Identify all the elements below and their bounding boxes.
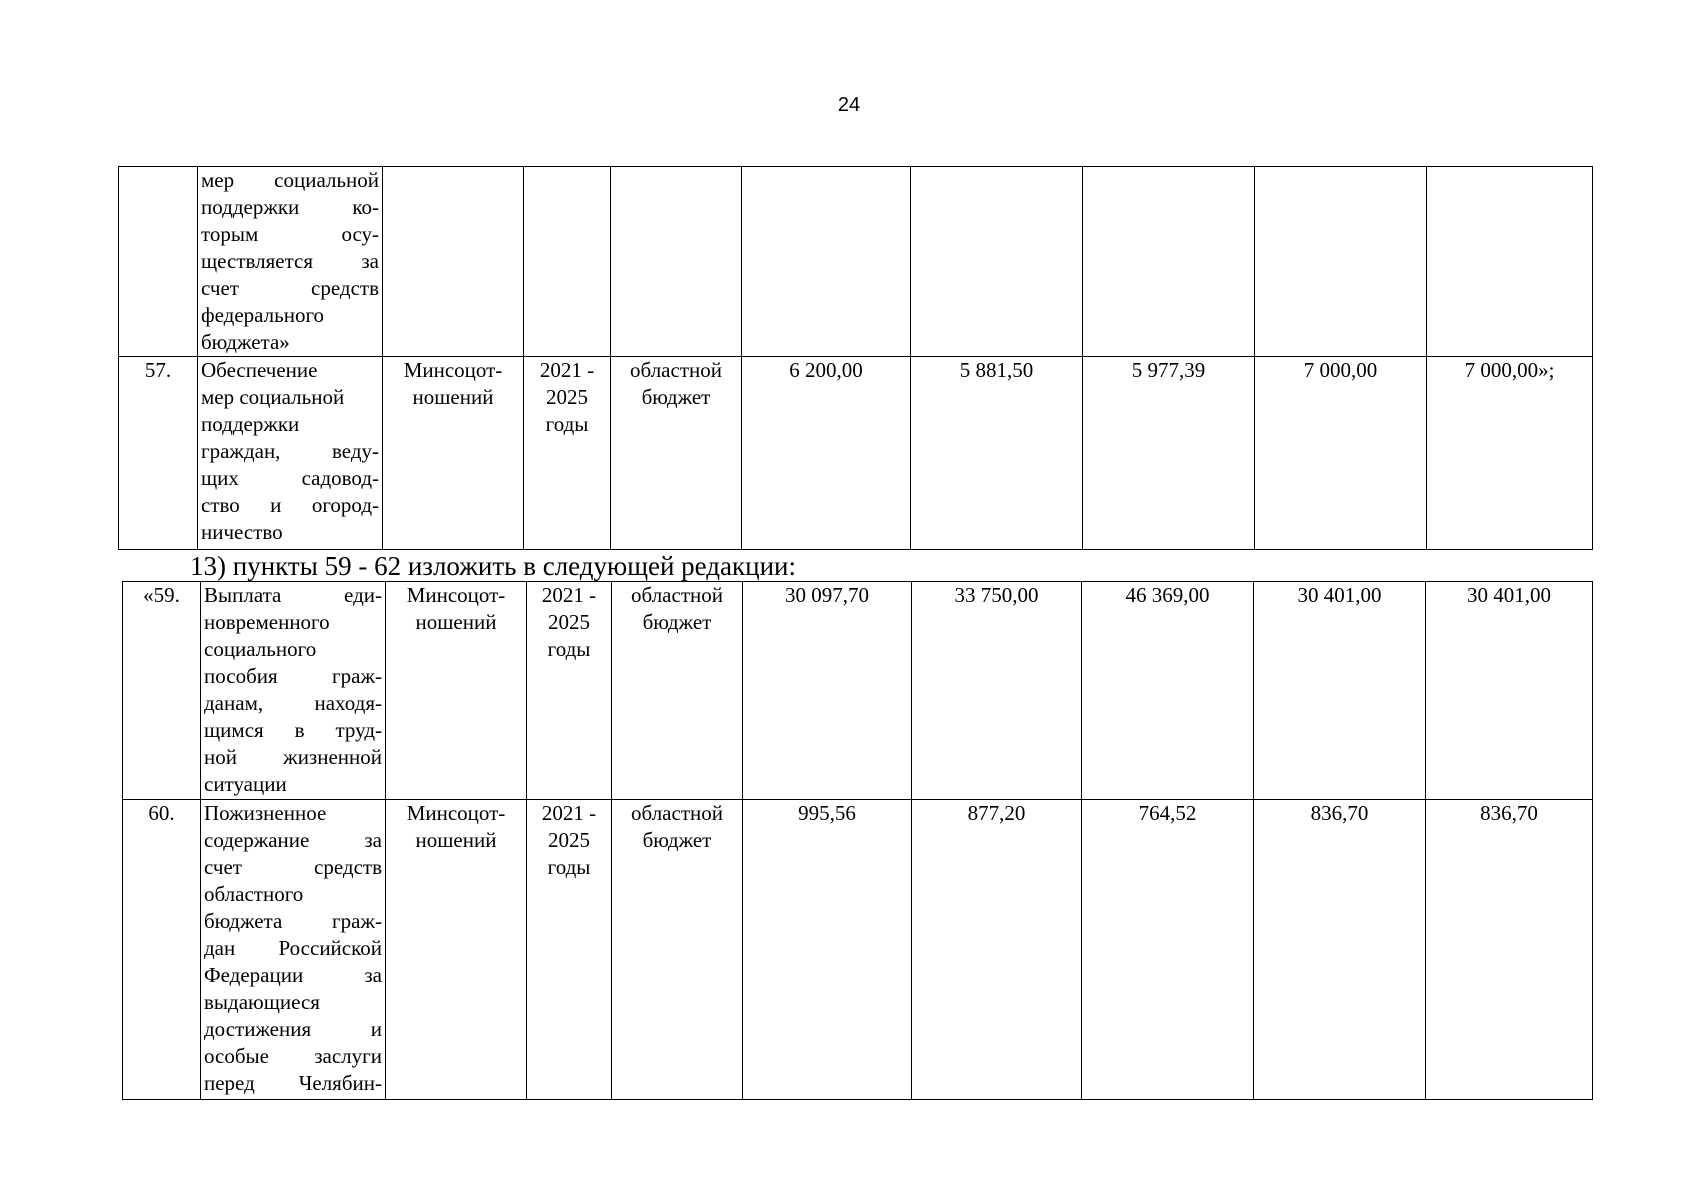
source-line: бюджет xyxy=(642,828,712,852)
value-cell: 46 369,00 xyxy=(1082,582,1254,800)
source-cell xyxy=(612,582,743,800)
value-cell: 7 000,00 xyxy=(1255,357,1427,550)
value-cell xyxy=(742,167,911,357)
value-cell xyxy=(911,167,1083,357)
period-line: 2021 - xyxy=(539,358,595,382)
measure-name-cell xyxy=(201,800,386,1100)
name-line: счет средств xyxy=(204,855,382,879)
value-cell: 30 401,00 xyxy=(1254,582,1426,800)
source-cell xyxy=(612,800,743,1100)
source-line: областной xyxy=(630,358,722,382)
name-line: счет средств xyxy=(201,276,379,300)
value-cell: 764,52 xyxy=(1082,800,1254,1100)
period-cell xyxy=(524,167,611,357)
source-cell xyxy=(611,167,742,357)
name-line: данам, находя- xyxy=(204,691,382,715)
name-line: бюджета граж- xyxy=(204,909,382,933)
name-line: Выплата еди- xyxy=(204,583,382,607)
value-cell: 6 200,00 xyxy=(742,357,911,550)
name-line: пособия граж- xyxy=(204,664,382,688)
value-cell xyxy=(1255,167,1427,357)
value-cell: 5 977,39 xyxy=(1083,357,1255,550)
responsible-cell xyxy=(386,582,527,800)
source-line: областной xyxy=(631,583,723,607)
name-line: ществляется за xyxy=(201,249,379,273)
table-row-60 xyxy=(123,800,1593,1100)
period-cell xyxy=(524,357,611,550)
program-table-continued xyxy=(118,166,1593,550)
name-line: Федерации за xyxy=(204,963,382,987)
source-line: бюджет xyxy=(642,610,712,634)
period-line: 2025 xyxy=(548,610,590,634)
value-cell: 5 881,50 xyxy=(911,357,1083,550)
row-number-cell: «59. xyxy=(123,582,201,800)
name-line: ство и огород- xyxy=(201,493,379,517)
row-number-cell: 60. xyxy=(123,800,201,1100)
responsible-cell xyxy=(383,167,524,357)
value-cell: 836,70 xyxy=(1426,800,1593,1100)
name-line: особые заслуги xyxy=(204,1044,382,1068)
table-row-57 xyxy=(119,357,1593,550)
value-cell: 30 097,70 xyxy=(743,582,912,800)
name-line: ной жизненной xyxy=(204,745,382,769)
name-line: граждан, веду- xyxy=(201,439,379,463)
period-line: 2021 - xyxy=(541,583,597,607)
name-line: щих садовод- xyxy=(201,466,379,490)
table-row-59 xyxy=(123,582,1593,800)
responsible-cell xyxy=(386,800,527,1100)
period-line: 2021 - xyxy=(541,801,597,825)
period-cell xyxy=(527,800,612,1100)
value-cell: 33 750,00 xyxy=(912,582,1082,800)
name-line: мер социальной xyxy=(201,385,345,409)
row-number-cell xyxy=(119,167,198,357)
name-line: Обеспечение xyxy=(201,358,318,382)
value-cell: 7 000,00»; xyxy=(1427,357,1593,550)
responsible-line: ношений xyxy=(415,610,497,634)
page-number: 24 xyxy=(837,94,861,116)
name-line: ничество xyxy=(201,520,283,544)
source-cell xyxy=(611,357,742,550)
name-line: дан Российской xyxy=(204,936,382,960)
responsible-cell xyxy=(383,357,524,550)
name-line: областного xyxy=(204,882,304,906)
name-line: поддержки xyxy=(201,412,300,436)
responsible-line: Минсоцот- xyxy=(406,583,506,607)
value-cell xyxy=(1083,167,1255,357)
name-line: достижения и xyxy=(204,1017,382,1041)
name-line: мер социальной xyxy=(201,168,379,192)
name-line: перед Челябин- xyxy=(204,1071,382,1095)
name-line: Пожизненное xyxy=(204,801,327,825)
source-line: областной xyxy=(631,801,723,825)
name-line: социального xyxy=(204,637,317,661)
measure-name-cell xyxy=(198,167,383,357)
program-table-amended xyxy=(122,581,1593,1100)
period-line: годы xyxy=(547,637,591,661)
responsible-line: ношений xyxy=(412,385,494,409)
value-cell: 877,20 xyxy=(912,800,1082,1100)
value-cell: 30 401,00 xyxy=(1426,582,1593,800)
name-line: щимся в труд- xyxy=(204,718,382,742)
name-line: торым осу- xyxy=(201,222,379,246)
amendment-instruction: 13) пункты 59 - 62 изложить в следующей редакции: xyxy=(190,551,796,581)
value-cell: 995,56 xyxy=(743,800,912,1100)
period-line: 2025 xyxy=(546,385,588,409)
value-cell xyxy=(1427,167,1593,357)
responsible-line: ношений xyxy=(415,828,497,852)
period-line: 2025 xyxy=(548,828,590,852)
source-line: бюджет xyxy=(641,385,711,409)
name-line: ситуации xyxy=(204,772,287,796)
name-line: федерального xyxy=(201,303,325,327)
name-line: новременного xyxy=(204,610,330,634)
period-line: годы xyxy=(547,855,591,879)
period-line: годы xyxy=(545,412,589,436)
name-line: бюджета» xyxy=(201,330,290,354)
name-line: содержание за xyxy=(204,828,382,852)
measure-name-cell xyxy=(201,582,386,800)
value-cell: 836,70 xyxy=(1254,800,1426,1100)
name-line: поддержки ко- xyxy=(201,195,379,219)
row-number-cell: 57. xyxy=(119,357,198,550)
period-cell xyxy=(527,582,612,800)
responsible-line: Минсоцот- xyxy=(406,801,506,825)
table-row-continuation xyxy=(119,167,1593,357)
measure-name-cell xyxy=(198,357,383,550)
responsible-line: Минсоцот- xyxy=(403,358,503,382)
name-line: выдающиеся xyxy=(204,990,320,1014)
